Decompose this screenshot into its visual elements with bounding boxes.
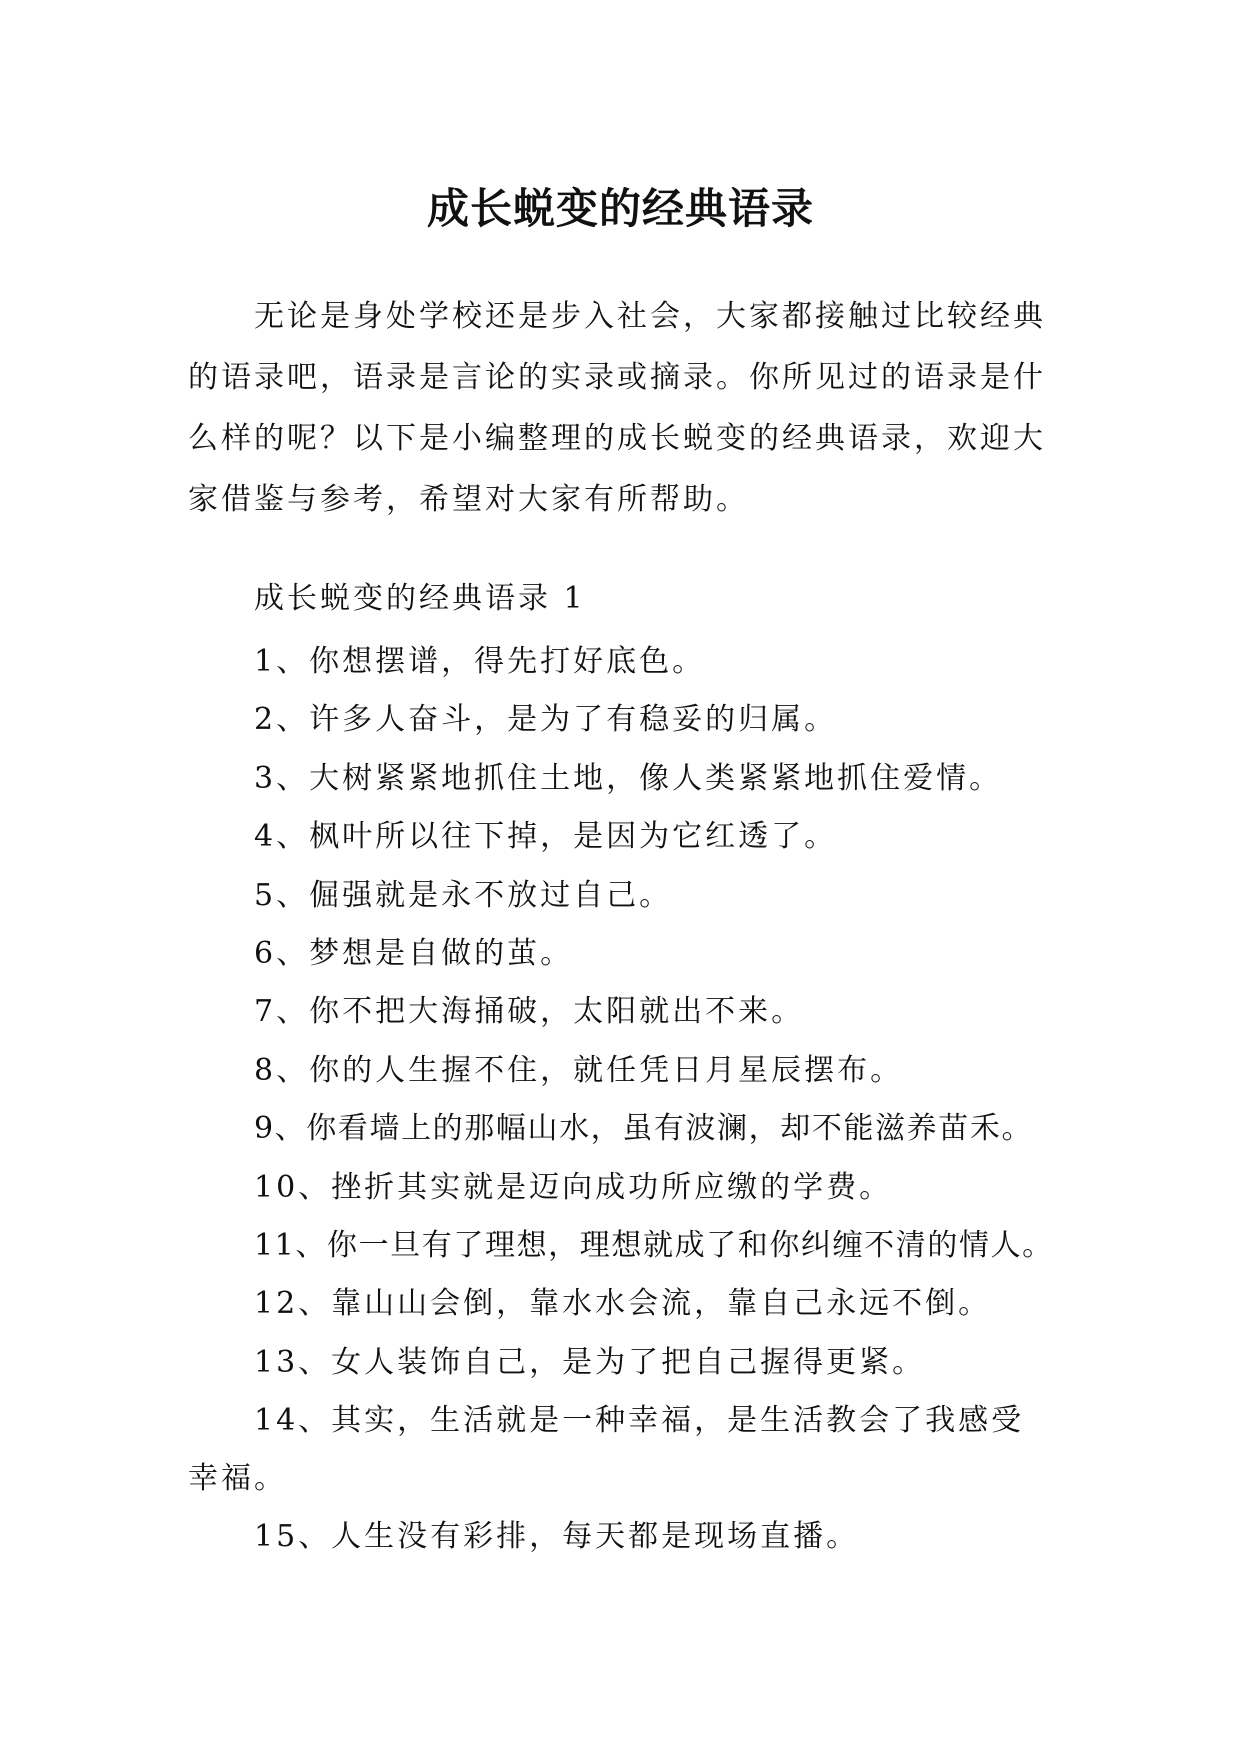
quote-item-7: 7、你不把大海捅破，太阳就出不来。	[254, 994, 805, 1030]
quote-list	[188, 640, 1068, 1574]
quote-item-14: 14、其实，生活就是一种幸福，是生活教会了我感受幸福。	[188, 1403, 1025, 1497]
quote-item-8: 8、你的人生握不住，就任凭日月星辰摆布。	[254, 1052, 904, 1088]
document-title: 成长蜕变的经典语录	[426, 184, 814, 234]
quote-item-4: 4、枫叶所以往下掉，是因为它红透了。	[254, 819, 838, 855]
quote-item-12: 12、靠山山会倒，靠水水会流，靠自己永远不倒。	[254, 1286, 992, 1322]
quote-item-1: 1、你想摆谱，得先打好底色。	[254, 644, 706, 679]
intro-paragraph: 无论是身处学校还是步入社会，大家都接触过比较经典的语录吧，语录是言论的实录或摘录。你所见过的语录是什么样的呢？以下是小编整理的成长蜕变的经典语录，欢迎大家借鉴与参考，希望对大家有所帮助。	[188, 299, 1046, 517]
quote-item-3: 3、大树紧紧地抓住土地，像人类紧紧地抓住爱情。	[254, 760, 1003, 796]
quote-item-2: 2、许多人奋斗，是为了有稳妥的归属。	[254, 702, 838, 738]
quote-item-15: 15、人生没有彩排，每天都是现场直播。	[254, 1519, 860, 1555]
quote-item-9: 9、你看墙上的那幅山水，虽有波澜，却不能滋养苗禾。	[254, 1111, 1034, 1147]
quote-item-6: 6、梦想是自做的茧。	[254, 935, 574, 971]
section-heading: 成长蜕变的经典语录 1	[254, 581, 586, 616]
quote-item-13: 13、女人装饰自己，是为了把自己握得更紧。	[254, 1344, 926, 1380]
quote-item-5: 5、倔强就是永不放过自己。	[254, 877, 673, 913]
quote-item-10: 10、挫折其实就是迈向成功所应缴的学费。	[254, 1169, 893, 1205]
quote-item-11: 11、你一旦有了理想，理想就成了和你纠缠不清的情人。	[254, 1227, 1054, 1263]
